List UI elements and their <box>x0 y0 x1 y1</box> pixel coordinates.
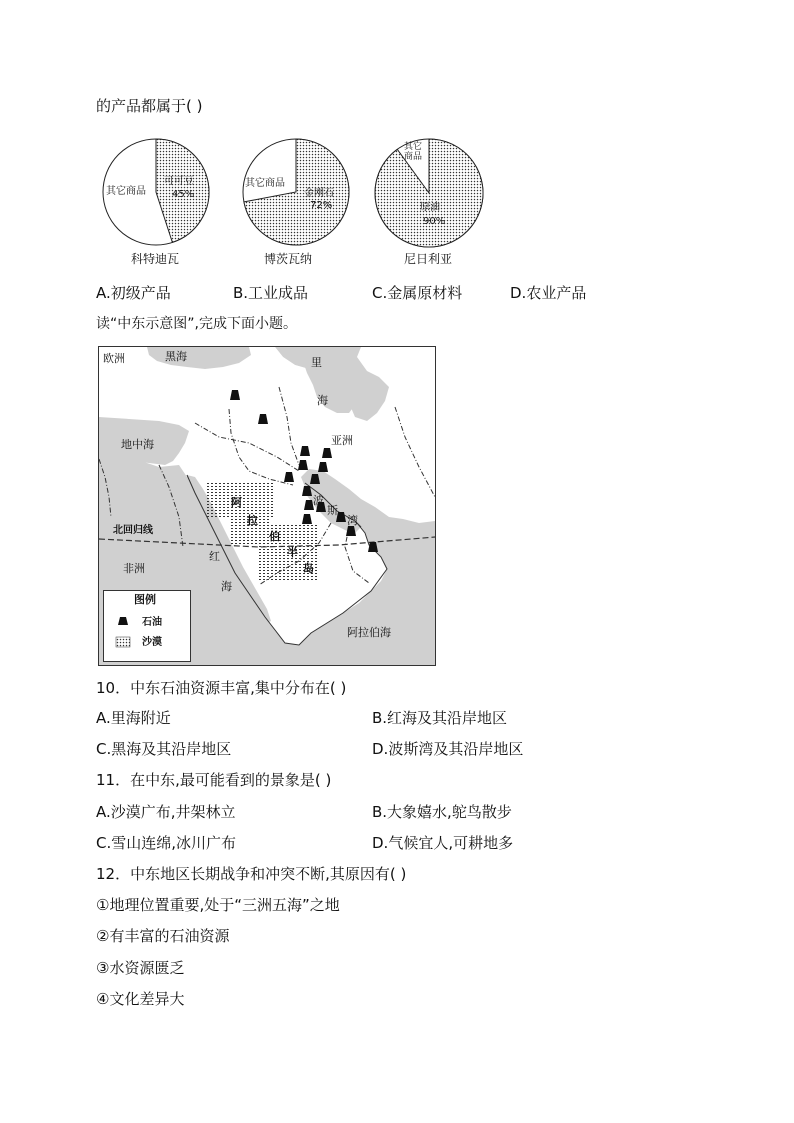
q9-option-b[interactable]: B.工业成品 <box>233 284 309 302</box>
label-red-sea-1: 红 <box>209 550 220 563</box>
q12-item-1: ①地理位置重要,处于“三洲五海”之地 <box>96 896 340 914</box>
pie-main-pct: 90% <box>423 216 446 227</box>
label-persian-1: 波 <box>313 494 324 507</box>
q11-option-d[interactable]: D.气候宜人,可耕地多 <box>372 834 514 852</box>
q12-item-2: ②有丰富的石油资源 <box>96 927 230 945</box>
q9-option-d[interactable]: D.农业产品 <box>510 284 587 302</box>
legend-desert: 沙漠 <box>142 637 162 648</box>
pie-main-pct: 72% <box>310 200 333 211</box>
label-arabian-sea: 阿拉伯海 <box>347 626 391 639</box>
q11-option-a[interactable]: A.沙漠广布,井架林立 <box>96 803 236 821</box>
label-africa: 非洲 <box>123 562 145 575</box>
pie-chart-cote-divoire <box>102 138 210 250</box>
pie-chart-botswana <box>242 138 350 250</box>
q10-option-d[interactable]: D.波斯湾及其沿岸地区 <box>372 740 524 758</box>
q10-option-b[interactable]: B.红海及其沿岸地区 <box>372 709 508 727</box>
pie-main-slice <box>375 139 483 247</box>
label-arab-4: 半 <box>287 546 298 559</box>
label-europe: 欧洲 <box>103 352 125 365</box>
middle-east-map <box>98 346 436 666</box>
label-caspian-2: 海 <box>317 394 328 407</box>
legend-title: 图例 <box>134 593 156 606</box>
oil-derrick-icon <box>118 617 128 625</box>
pie-other-label: 其它商品 <box>106 186 146 197</box>
pie-caption-cote-divoire: 科特迪瓦 <box>131 252 180 266</box>
label-caspian-1: 里 <box>311 356 322 369</box>
map-legend <box>103 590 191 662</box>
pie-caption-botswana: 博茨瓦纳 <box>264 252 313 266</box>
pie-other-label: 其它商品 <box>245 178 285 189</box>
pie-main-label: 原油 <box>420 202 440 213</box>
q9-option-a[interactable]: A.初级产品 <box>96 284 171 302</box>
pie-other-label: 其它 商品 <box>404 142 423 162</box>
pie-main-label: 金刚石 <box>304 188 334 199</box>
label-mediterranean: 地中海 <box>121 438 154 451</box>
q12-item-4: ④文化差异大 <box>96 990 185 1008</box>
label-tropic: 北回归线 <box>113 525 153 536</box>
q10-option-c[interactable]: C.黑海及其沿岸地区 <box>96 740 232 758</box>
q12-stem: 12．中东地区长期战争和冲突不断,其原因有( ) <box>96 865 407 883</box>
label-red-sea-2: 海 <box>221 580 232 593</box>
map-intro: 读“中东示意图”,完成下面小题。 <box>96 316 297 332</box>
pie-main-pct: 45% <box>172 189 195 200</box>
label-persian-2: 斯 <box>327 504 338 517</box>
label-black-sea: 黑海 <box>165 350 187 363</box>
label-asia: 亚洲 <box>331 434 353 447</box>
q10-stem: 10．中东石油资源丰富,集中分布在( ) <box>96 679 347 697</box>
pie-caption-nigeria: 尼日利亚 <box>404 252 453 266</box>
q9-stem-tail: 的产品都属于( ) <box>96 97 203 115</box>
desert-icon <box>116 637 130 647</box>
pie-main-label: 可可豆 <box>164 176 194 187</box>
q9-option-c[interactable]: C.金属原材料 <box>372 284 463 302</box>
pie-chart-nigeria <box>374 138 484 252</box>
label-arab-5: 岛 <box>303 562 314 575</box>
q11-option-b[interactable]: B.大象嬉水,鸵鸟散步 <box>372 803 512 821</box>
label-arab-2: 拉 <box>247 514 258 527</box>
q12-item-3: ③水资源匮乏 <box>96 959 185 977</box>
label-arab-3: 伯 <box>269 530 280 543</box>
q11-option-c[interactable]: C.雪山连绵,冰川广布 <box>96 834 237 852</box>
label-persian-3: 湾 <box>347 514 358 527</box>
q10-option-a[interactable]: A.里海附近 <box>96 709 171 727</box>
legend-oil: 石油 <box>142 617 162 628</box>
q11-stem: 11．在中东,最可能看到的景象是( ) <box>96 771 332 789</box>
label-arab-1: 阿 <box>231 496 242 509</box>
